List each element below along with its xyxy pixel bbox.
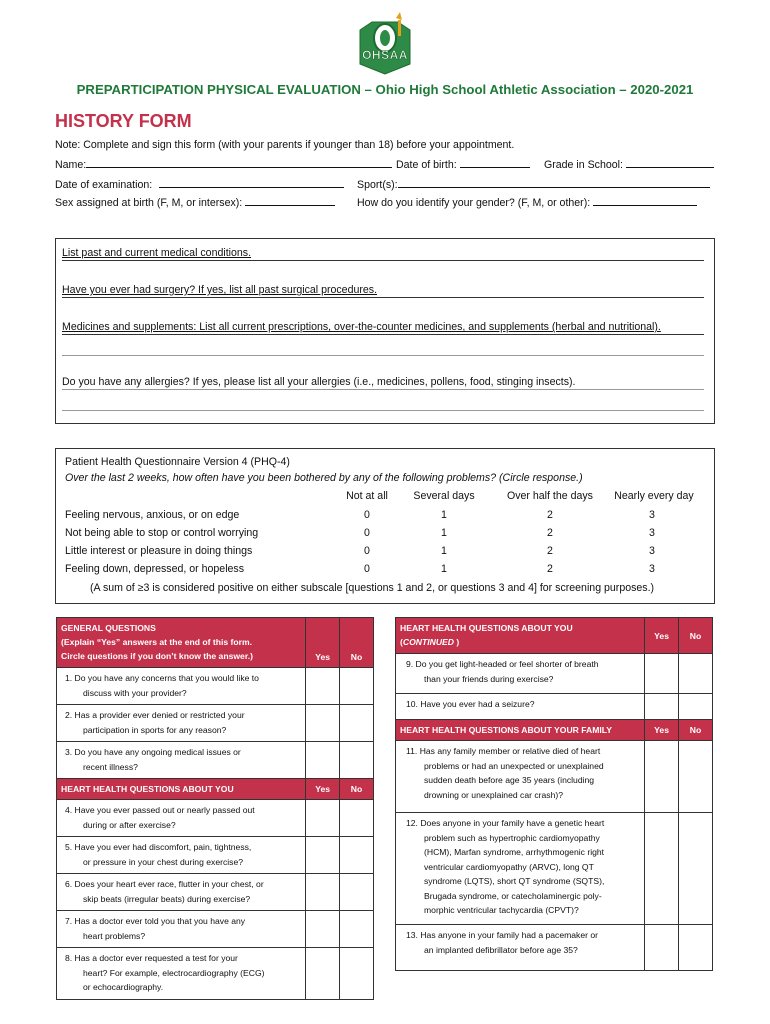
phq4-option[interactable]: 1: [441, 509, 447, 521]
medical-conditions-label: List past and current medical conditions.: [62, 247, 252, 259]
question-text: or echocardiography.: [83, 982, 164, 992]
question-12: [396, 813, 645, 925]
yes-answer-cell[interactable]: [306, 668, 340, 705]
question-text: heart problems?: [83, 930, 146, 941]
question-text: heart? For example, electrocardiography (ECG): [83, 967, 265, 978]
name-field[interactable]: [55, 157, 392, 171]
phq4-option[interactable]: 3: [649, 509, 655, 521]
phq4-row-label: Feeling down, depressed, or hopeless: [65, 563, 245, 575]
question-text: 4. Have you ever passed out or nearly passed out: [65, 805, 255, 815]
phq4-option[interactable]: 3: [649, 545, 655, 557]
gender-label: How do you identify your gender? (F, M, or other):: [357, 197, 591, 209]
phq4-option[interactable]: 0: [364, 545, 370, 557]
yes-answer-cell[interactable]: [306, 874, 340, 911]
phq4-option[interactable]: 2: [547, 545, 553, 557]
form-title: HISTORY FORM: [55, 111, 192, 131]
no-answer-cell[interactable]: [679, 925, 713, 971]
no-answer-cell[interactable]: [340, 874, 374, 911]
question-text: problems or had an unexpected or unexplained: [424, 760, 604, 771]
question-2: [57, 705, 306, 742]
sex-field[interactable]: [55, 195, 335, 209]
yes-answer-cell[interactable]: [306, 948, 340, 1000]
question-text: syndrome (LQTS), short QT syndrome (SQTS),: [424, 876, 605, 886]
general-header-line: Circle questions if you don’t know the answer.): [61, 651, 253, 661]
question-11: [396, 741, 645, 813]
family-questions-header: HEART HEALTH QUESTIONS ABOUT YOUR FAMILY: [396, 720, 645, 741]
no-answer-cell[interactable]: [340, 948, 374, 1000]
phq4-option[interactable]: 1: [441, 563, 447, 575]
phq4-row-label: Little interest or pleasure in doing things: [65, 545, 253, 557]
yes-answer-cell[interactable]: [306, 705, 340, 742]
yes-answer-cell[interactable]: [645, 741, 679, 813]
question-text: an implanted defibrillator before age 35?: [424, 944, 578, 955]
dob-label: Date of birth:: [396, 159, 457, 171]
yes-answer-cell[interactable]: [645, 654, 679, 694]
yes-column-header: Yes: [306, 779, 340, 800]
no-answer-cell[interactable]: [340, 800, 374, 837]
question-text: or pressure in your chest during exercise?: [83, 856, 244, 867]
question-13: [396, 925, 645, 971]
question-text: sudden death before age 35 years (including: [424, 775, 595, 785]
question-text: during or after exercise?: [83, 819, 176, 830]
dob-field[interactable]: [396, 157, 530, 171]
heart-continued-header-line: CONTINUED: [402, 637, 454, 647]
question-text: discuss with your provider?: [83, 687, 187, 698]
phq4-option[interactable]: 3: [649, 527, 655, 539]
no-answer-cell[interactable]: [679, 813, 713, 925]
yes-column-header: Yes: [645, 618, 679, 654]
allergies-label: Do you have any allergies? If yes, please list all your allergies (i.e., medicines, pollens, food, stinging insects).: [62, 376, 576, 388]
phq4-col-3: Nearly every day: [614, 490, 694, 502]
yes-column-header: Yes: [645, 720, 679, 741]
no-answer-cell[interactable]: [340, 911, 374, 948]
question-text: 9. Do you get light-headed or feel shorter of breath: [406, 659, 599, 669]
question-9: [396, 654, 645, 694]
question-text: skip beats (irregular beats) during exercise?: [83, 893, 251, 904]
phq4-option[interactable]: 0: [364, 509, 370, 521]
heart-continued-header: [396, 618, 645, 654]
yes-answer-cell[interactable]: [306, 911, 340, 948]
no-answer-cell[interactable]: [340, 742, 374, 779]
phq4-option[interactable]: 0: [364, 563, 370, 575]
phq4-row-label: Not being able to stop or control worrying: [65, 527, 259, 539]
phq4-row-label: Feeling nervous, anxious, or on edge: [65, 509, 240, 521]
gender-field[interactable]: [357, 195, 697, 209]
question-7: [57, 911, 306, 948]
phq4-title: Patient Health Questionnaire Version 4 (PHQ-4): [65, 456, 290, 468]
phq4-option[interactable]: 2: [547, 509, 553, 521]
question-1: [57, 668, 306, 705]
yes-answer-cell[interactable]: [306, 837, 340, 874]
sports-field[interactable]: [357, 177, 710, 191]
question-8: [57, 948, 306, 1000]
question-text: than your friends during exercise?: [424, 673, 554, 684]
general-questions-table: [56, 617, 374, 1000]
sports-label: Sport(s):: [357, 179, 398, 191]
allergies-field[interactable]: [62, 376, 704, 390]
name-label: Name:: [55, 159, 87, 171]
question-text: 11. Has any family member or relative died of heart: [406, 746, 601, 756]
no-column-header: No: [340, 779, 374, 800]
yes-answer-cell[interactable]: [645, 694, 679, 720]
phq4-option[interactable]: 2: [547, 527, 553, 539]
question-text: Brugada syndrome, or catecholaminergic poly-: [424, 890, 602, 901]
general-header-line: (Explain “Yes” answers at the end of this form.: [61, 637, 253, 647]
phq4-col-1: Several days: [413, 490, 475, 502]
no-column-header: No: [340, 618, 374, 668]
phq4-footnote: (A sum of ≥3 is considered positive on either subscale [questions 1 and 2, or questions 3 and 4] for screening purposes.): [90, 582, 655, 594]
question-text: recent illness?: [83, 761, 138, 772]
question-text: ventricular cardiomyopathy (ARVC), long QT: [424, 861, 594, 872]
exam-date-field[interactable]: [55, 177, 344, 191]
question-text: problem such as hypertrophic cardiomyopathy: [424, 832, 600, 843]
form-note: Note: Complete and sign this form (with your parents if younger than 18) before your appointment.: [55, 139, 515, 151]
phq4-option[interactable]: 3: [649, 563, 655, 575]
question-5: [57, 837, 306, 874]
phq4-option[interactable]: 2: [547, 563, 553, 575]
grade-label: Grade in School:: [544, 159, 623, 171]
no-answer-cell[interactable]: [340, 837, 374, 874]
heart-continued-header-line: ): [453, 637, 460, 647]
yes-answer-cell[interactable]: [645, 813, 679, 925]
question-text: 12. Does anyone in your family have a genetic heart: [406, 818, 605, 828]
phq4-col-0: Not at all: [346, 490, 388, 502]
sex-label: Sex assigned at birth (F, M, or intersex):: [55, 197, 243, 209]
yes-answer-cell[interactable]: [306, 742, 340, 779]
no-answer-cell[interactable]: [340, 668, 374, 705]
question-text: 6. Does your heart ever race, flutter in your chest, or: [65, 879, 264, 889]
question-6: [57, 874, 306, 911]
question-text: 13. Has anyone in your family had a pacemaker or: [406, 930, 599, 940]
question-text: (HCM), Marfan syndrome, arrhythmogenic right: [424, 847, 605, 857]
heart-continued-header-line: HEART HEALTH QUESTIONS ABOUT YOU: [400, 623, 573, 633]
phq4-subtitle: Over the last 2 weeks, how often have you been bothered by any of the following problems? (Circle response.): [65, 472, 583, 484]
phq4-option[interactable]: 0: [364, 527, 370, 539]
heart-continued-header-line: (: [400, 637, 403, 647]
surgery-field[interactable]: [62, 284, 704, 298]
question-text: 2. Has a provider ever denied or restricted your: [65, 710, 245, 720]
question-text: drowning or unexplained car crash)?: [424, 789, 564, 800]
question-text: 7. Has a doctor ever told you that you have any: [65, 916, 246, 926]
question-3: [57, 742, 306, 779]
grade-field[interactable]: [544, 157, 714, 171]
ohsaa-logo: [352, 12, 418, 76]
phq4-option[interactable]: 1: [441, 527, 447, 539]
no-answer-cell[interactable]: [679, 694, 713, 720]
allergies-line[interactable]: [62, 410, 704, 411]
question-text: participation in sports for any reason?: [83, 724, 227, 735]
heart-questions-header: HEART HEALTH QUESTIONS ABOUT YOU: [57, 779, 306, 800]
no-answer-cell[interactable]: [679, 741, 713, 813]
general-questions-header: [57, 618, 306, 668]
yes-column-header: Yes: [306, 618, 340, 668]
medical-conditions-field[interactable]: [62, 247, 704, 261]
page-title: PREPARTICIPATION PHYSICAL EVALUATION – Ohio High School Athletic Association – 2020-2021: [76, 82, 694, 97]
no-answer-cell[interactable]: [340, 705, 374, 742]
yes-answer-cell[interactable]: [645, 925, 679, 971]
exam-date-label: Date of examination:: [55, 179, 153, 191]
question-text: morphic ventricular tachycardia (CPVT)?: [424, 905, 579, 915]
yes-answer-cell[interactable]: [306, 800, 340, 837]
heart-questions-table-continued: [395, 617, 713, 971]
question-text: 10. Have you ever had a seizure?: [406, 699, 535, 709]
question-4: [57, 800, 306, 837]
medicines-field[interactable]: [62, 321, 704, 335]
question-text: 8. Has a doctor ever requested a test for your: [65, 953, 238, 963]
general-header-line: GENERAL QUESTIONS: [61, 623, 156, 633]
no-answer-cell[interactable]: [679, 654, 713, 694]
phq4-option[interactable]: 1: [441, 545, 447, 557]
logo-text: OHSAA: [362, 48, 408, 62]
question-10: [396, 694, 645, 720]
question-text: 3. Do you have any ongoing medical issues or: [65, 747, 241, 757]
phq4-col-2: Over half the days: [507, 490, 593, 502]
question-text: 5. Have you ever had discomfort, pain, tightness,: [65, 842, 252, 852]
medicines-line[interactable]: [62, 355, 704, 356]
no-column-header: No: [679, 720, 713, 741]
medicines-label: Medicines and supplements: List all current prescriptions, over-the-counter medicines, and supplements (herbal and nutritional).: [62, 321, 661, 333]
question-text: 1. Do you have any concerns that you would like to: [65, 673, 259, 683]
no-column-header: No: [679, 618, 713, 654]
surgery-label: Have you ever had surgery? If yes, list all past surgical procedures.: [62, 284, 378, 296]
